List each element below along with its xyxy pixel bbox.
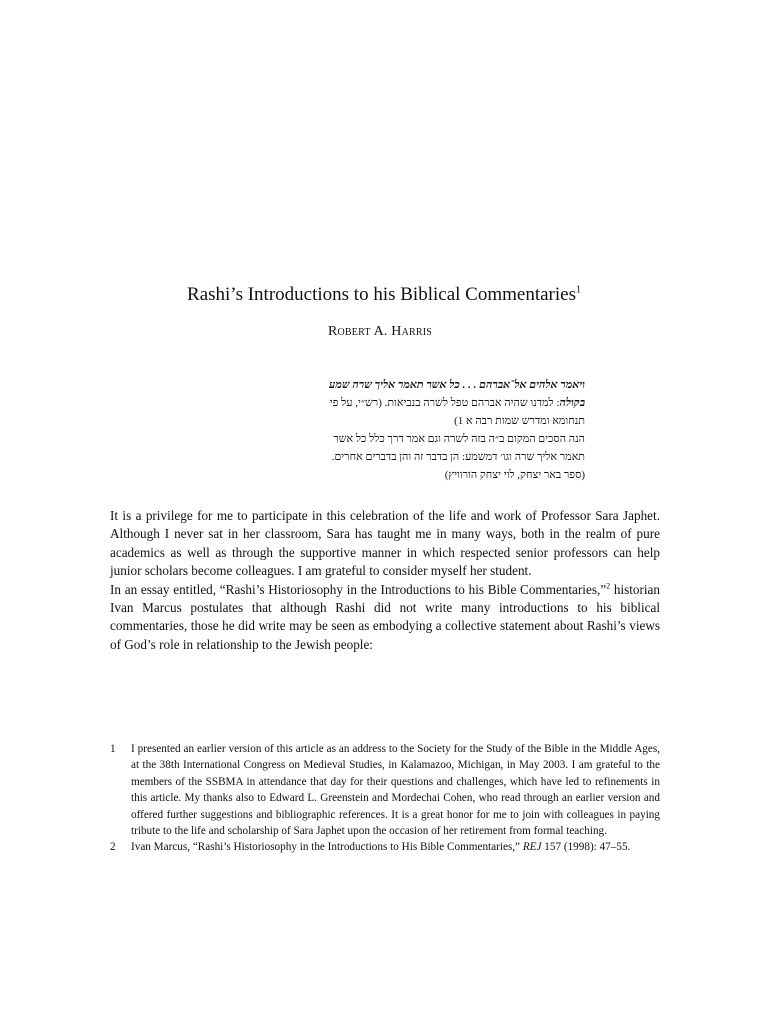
footnote-mark-1[interactable]: 1 — [575, 284, 581, 296]
epigraph-line-6: (ספר באר יצחק, לוי יצחק הורוויץ) — [444, 469, 585, 481]
article-title — [0, 281, 768, 309]
epigraph-line-4: הנה הסכים המקום ב״ה בזה לשרה וגם אמר דרך כלל כל אשר — [333, 433, 585, 445]
author-name: Robert A. Harris — [327, 324, 433, 339]
footnote-1 — [110, 741, 660, 839]
footnotes-section — [110, 741, 660, 856]
footnote-mark-2[interactable]: 2 — [606, 581, 611, 591]
epigraph-line-2-text: : למדנו שהיה אברהם טפל לשרה בנביאות. (רש״י, על פי — [329, 397, 560, 409]
epigraph-line-1: ויאמר אלהים אל־אברהם . . . כל אשר תאמר אליך שרה שמע — [329, 379, 585, 391]
paragraph-2-text-start: In an essay entitled, “Rashi’s Historiosophy in the Introductions to his Bible Commentaries,” — [110, 581, 607, 597]
paragraph-1: It is a privilege for me to participate in this celebration of the life and work of Professor Sara Japhet. Although I never sat in her classroom, Sara has taught me in many ways, both in the realm of pure academics as well as through the supportive manner in which respected senior professors can help junior scholars become colleagues. I am grateful to consider myself her student. — [110, 508, 660, 579]
footnote-text-end: 157 (1998): 47–55. — [541, 841, 631, 854]
footnote-2 — [110, 839, 660, 855]
article-title-text: Rashi’s Introductions to his Biblical Commentaries — [187, 284, 576, 305]
paragraph-2 — [110, 581, 660, 655]
epigraph-line-2 — [183, 394, 585, 412]
footnote-number: 1 — [110, 743, 116, 755]
footnote-number: 2 — [110, 841, 116, 854]
epigraph-keyword: בקולה — [559, 397, 585, 409]
footnote-text: I presented an earlier version of this article as an address to the Society for the Study of the Bible in the Middle Ages, at the 38th International Congress on Medieval Studies, in Kalamazoo, Michigan, in May 2003. I am grateful to the members of the SSBMA in attendance that day for their questions and challenges, which have led to refinements in this article. My thanks also to Edward L. Greenstein and Mordechai Cohen, who read through an earlier version and offered further suggestions and bibliographic references. It is a great honor for me to join with colleagues in paying tribute to the life and scholarship of Sara Japhet upon the occasion of her retirement from formal teaching. — [131, 743, 660, 838]
hebrew-epigraph — [183, 376, 585, 484]
epigraph-line-3: תנחומא ומדרש שמות רבה א 1) — [454, 415, 585, 427]
body-text — [110, 507, 660, 654]
paragraph-2-text-end: historian Ivan Marcus postulates that although Rashi did not write many introductions to his biblical commentaries, those he did write may be seen as embodying a collective statement about Rashi’s views of God’s role in relationship to the Jewish people: — [110, 581, 660, 652]
journal-title: REJ — [522, 841, 542, 854]
footnote-text-start: Ivan Marcus, “Rashi’s Historiosophy in the Introductions to His Bible Commentaries,” — [131, 841, 523, 854]
epigraph-line-5: תאמר אליך שרה וגו׳ דמשמע: הן בדבר זה והן בדברים אחרים. — [331, 451, 585, 463]
